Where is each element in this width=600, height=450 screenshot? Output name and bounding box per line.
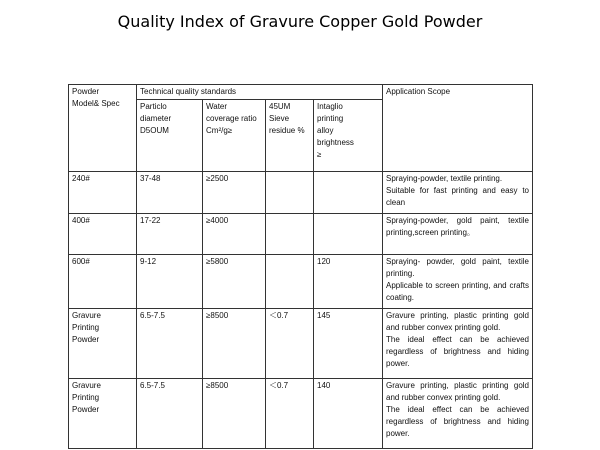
header-text-line: residue % bbox=[269, 126, 305, 135]
residue-cell bbox=[266, 172, 314, 214]
model-cell bbox=[69, 172, 137, 214]
header-text-line: Sieve bbox=[269, 114, 290, 123]
scope-line: The ideal effect can be achieved regardless of brightness and hiding power. bbox=[386, 335, 529, 368]
brightness-cell bbox=[314, 214, 383, 255]
scope-line: Gravure printing, plastic printing gold and rubber convex printing gold. bbox=[386, 311, 529, 332]
scope-cell bbox=[383, 172, 533, 214]
header-row-top bbox=[69, 85, 533, 100]
header-text-line: diameter bbox=[140, 114, 172, 123]
table-row bbox=[69, 255, 533, 309]
header-sieve-residue bbox=[266, 100, 314, 172]
diameter-cell: 17-22 bbox=[137, 214, 203, 255]
table-row bbox=[69, 214, 533, 255]
brightness-cell: 145 bbox=[314, 309, 383, 379]
model-cell bbox=[69, 379, 137, 449]
header-text-line: 45UM bbox=[269, 102, 291, 111]
header-technical-standards: Technical quality standards bbox=[137, 85, 383, 100]
diameter-cell: 37-48 bbox=[137, 172, 203, 214]
model-line: 400# bbox=[72, 216, 90, 225]
table-row bbox=[69, 309, 533, 379]
header-intaglio-brightness bbox=[314, 100, 383, 172]
scope-line: Spraying-powder, textile printing. bbox=[386, 174, 503, 183]
scope-line: Gravure printing, plastic printing gold and rubber convex printing gold. bbox=[386, 381, 529, 402]
table-row bbox=[69, 172, 533, 214]
model-cell bbox=[69, 309, 137, 379]
diameter-cell: 6.5-7.5 bbox=[137, 379, 203, 449]
coverage-cell: ≥5800 bbox=[203, 255, 266, 309]
header-text-line: Cm²/g≥ bbox=[206, 126, 233, 135]
residue-cell bbox=[266, 255, 314, 309]
coverage-cell: ≥4000 bbox=[203, 214, 266, 255]
scope-line: Suitable for fast printing and easy to clean bbox=[386, 186, 529, 207]
brightness-cell: 120 bbox=[314, 255, 383, 309]
scope-line: The ideal effect can be achieved regardless of brightness and hiding power. bbox=[386, 405, 529, 438]
header-particle-diameter bbox=[137, 100, 203, 172]
coverage-cell: ≥2500 bbox=[203, 172, 266, 214]
model-line: Powder bbox=[72, 335, 100, 344]
header-text-line: Intaglio bbox=[317, 102, 343, 111]
residue-cell: ＜0.7 bbox=[266, 379, 314, 449]
scope-line: Spraying- powder, gold paint, textile printing. bbox=[386, 257, 529, 278]
brightness-cell bbox=[314, 172, 383, 214]
header-text-line: alloy bbox=[317, 126, 334, 135]
header-application-scope: Application Scope bbox=[383, 85, 533, 172]
model-cell bbox=[69, 214, 137, 255]
header-model-line: Model& Spec bbox=[72, 99, 120, 108]
scope-cell bbox=[383, 214, 533, 255]
model-line: 600# bbox=[72, 257, 90, 266]
header-text-line: D5OUM bbox=[140, 126, 169, 135]
coverage-cell: ≥8500 bbox=[203, 309, 266, 379]
scope-cell bbox=[383, 379, 533, 449]
model-cell bbox=[69, 255, 137, 309]
model-line: Gravure bbox=[72, 381, 101, 390]
table-row bbox=[69, 379, 533, 449]
header-model-line: Powder bbox=[72, 87, 100, 96]
coverage-cell: ≥8500 bbox=[203, 379, 266, 449]
scope-cell bbox=[383, 309, 533, 379]
scope-cell bbox=[383, 255, 533, 309]
model-line: Printing bbox=[72, 323, 100, 332]
residue-cell: ＜0.7 bbox=[266, 309, 314, 379]
header-text-line: Water bbox=[206, 102, 228, 111]
model-line: Gravure bbox=[72, 311, 101, 320]
diameter-cell: 9-12 bbox=[137, 255, 203, 309]
diameter-cell: 6.5-7.5 bbox=[137, 309, 203, 379]
header-text-line: brightness bbox=[317, 138, 354, 147]
header-text-line: Particlo bbox=[140, 102, 167, 111]
scope-line: Applicable to screen printing, and crafts coating. bbox=[386, 281, 529, 302]
scope-line: Spraying-powder, gold paint, textile printing,screen printing。 bbox=[386, 216, 529, 237]
header-text-line: printing bbox=[317, 114, 344, 123]
model-line: Printing bbox=[72, 393, 100, 402]
header-water-coverage bbox=[203, 100, 266, 172]
header-model-spec bbox=[69, 85, 137, 172]
header-text-line: ≥ bbox=[317, 150, 322, 159]
model-line: Powder bbox=[72, 405, 100, 414]
quality-index-table bbox=[68, 84, 533, 449]
page-title: Quality Index of Gravure Copper Gold Powder bbox=[117, 12, 483, 31]
residue-cell bbox=[266, 214, 314, 255]
model-line: 240# bbox=[72, 174, 90, 183]
brightness-cell: 140 bbox=[314, 379, 383, 449]
header-text-line: coverage ratio bbox=[206, 114, 257, 123]
